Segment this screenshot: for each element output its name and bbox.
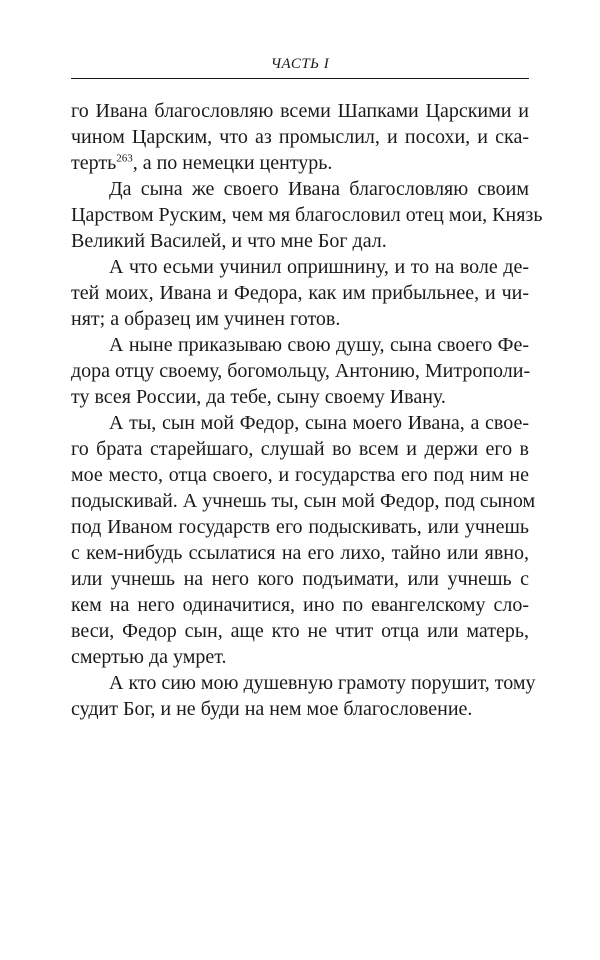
text-line: нят; а образец им учинен готов.: [71, 308, 341, 330]
text-line: Великий Василей, и что мне Бог дал.: [71, 230, 387, 252]
text-fragment: терть: [71, 152, 117, 174]
paragraph-6: [71, 670, 536, 722]
text-line: А что есьми учинил опришнину, и то на воле де-: [109, 256, 529, 278]
text-line: кем на него одиначитися, ино по евангелскому сло-: [71, 594, 529, 616]
text-line: А кто сию мою душевную грамоту порушит, тому: [109, 672, 536, 694]
text-line: чином Царским, что аз промыслил, и посохи, и ска-: [71, 126, 529, 148]
text-line: подыскивай. А учнешь ты, сын мой Федор, под сыном: [71, 490, 536, 512]
paragraph-1: [71, 98, 529, 176]
text-line: го Ивана благословляю всеми Шапками Царскими и: [71, 100, 529, 122]
paragraph-4: [71, 332, 529, 410]
text-line: Да сына же своего Ивана благословляю своим: [109, 178, 529, 200]
running-header: ЧАСТЬ I: [270, 56, 330, 72]
text-line: судит Бог, и не буди на нем мое благословение.: [71, 698, 473, 720]
text-line: ту всея России, да тебе, сыну своему Ивану.: [71, 386, 446, 408]
text-line: А ты, сын мой Федор, сына моего Ивана, а свое-: [109, 412, 529, 434]
header-rule: [71, 78, 529, 79]
text-line: го брата старейшаго, слушай во всем и держи его в: [71, 438, 529, 460]
paragraph-5: [71, 410, 536, 670]
text-line: тей моих, Ивана и Федора, как им прибыльнее, и чи-: [71, 282, 529, 304]
text-line: мое место, отца своего, и государства его под ним не: [71, 464, 529, 486]
text-line: с кем-нибудь ссылатися на его лихо, тайно или явно,: [71, 542, 529, 564]
paragraph-2: [71, 176, 543, 254]
text-line: или учнешь на него кого подъимати, или учнешь с: [71, 568, 529, 590]
text-line: А ныне приказываю свою душу, сына своего Фе-: [109, 334, 529, 356]
text-fragment: , а по немецки центурь.: [132, 152, 333, 174]
footnote-marker[interactable]: 263: [116, 152, 133, 165]
text-line-with-footnote: [71, 150, 529, 176]
body-text: [71, 98, 543, 722]
text-line: под Иваном государств его подыскивать, или учнешь: [71, 516, 529, 538]
paragraph-3: [71, 254, 529, 332]
text-line: веси, Федор сын, аще кто не чтит отца или матерь,: [71, 620, 529, 642]
text-line: Царством Руским, чем мя благословил отец мои, Князь: [71, 204, 543, 226]
text-line: смертью да умрет.: [71, 646, 227, 668]
text-line: дора отцу своему, богомольцу, Антонию, Митрополи-: [71, 360, 531, 382]
